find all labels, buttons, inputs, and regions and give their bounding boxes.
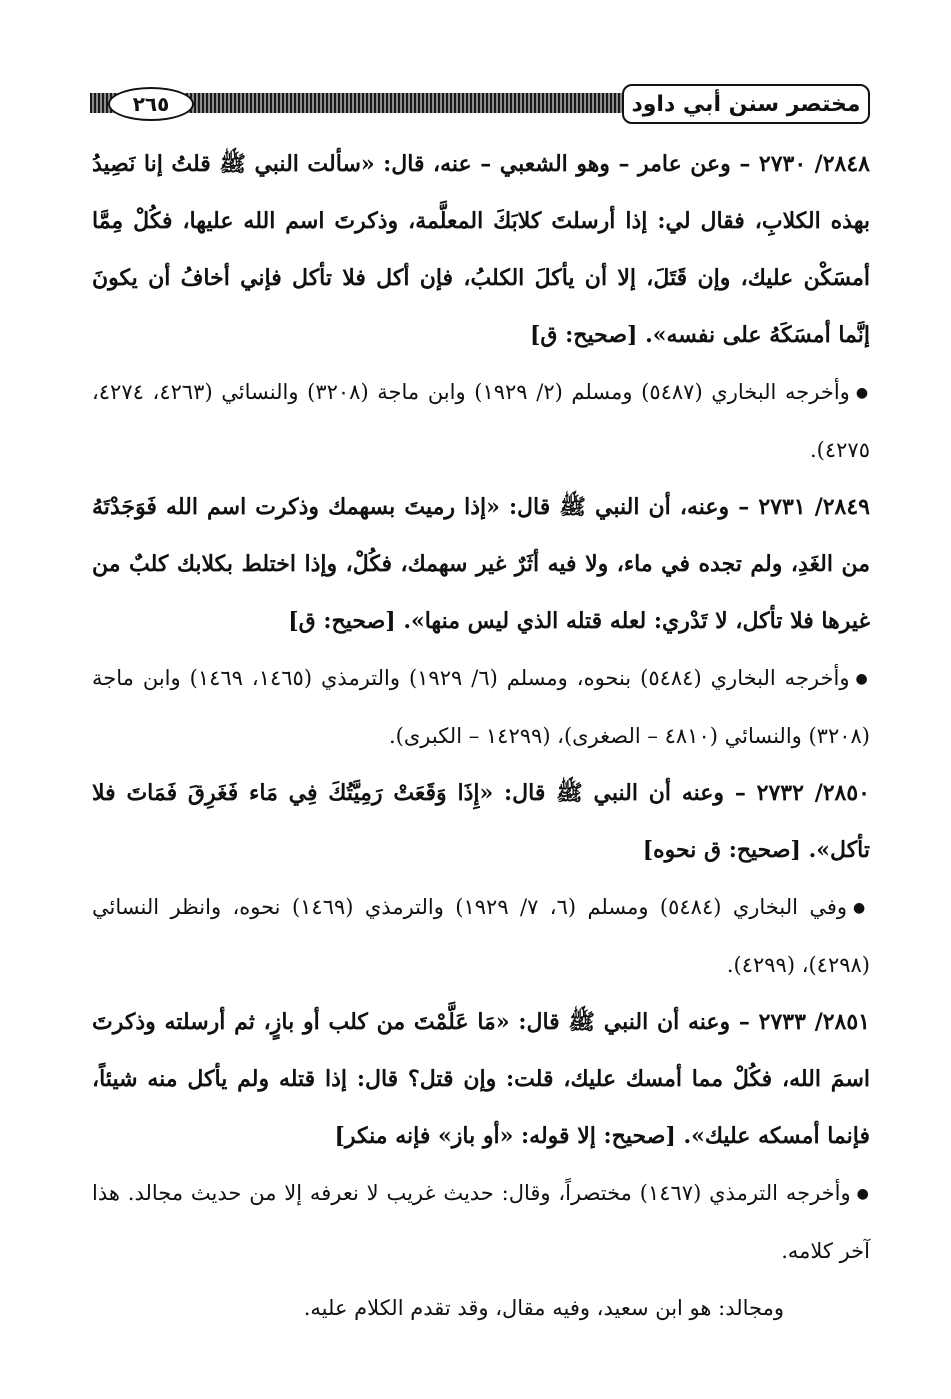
book-title-box (622, 84, 870, 124)
page-body (92, 136, 870, 1337)
page-number-box (108, 87, 194, 121)
hadith-text: ٢٨٥١/ ٢٧٣٣ – وعنه أن النبي ﷺ قال: «مَا عَلَّمْتَ من كلب أو بازٍ، ثم أرسلته وذكرتَ اسمَ الله، فكُلْ مما أمسك عليك، قلت: وإن قتل؟ قال: إذا قتله ولم يأكل منه شيئاً، فإنما أمسكه عليك». [صحيح: إلا قوله: «أو باز» فإنه منكر] (92, 1009, 870, 1149)
takhrij-2849 (92, 650, 870, 765)
hadith-2851 (92, 994, 870, 1165)
bullet-icon: ● (856, 1186, 871, 1202)
bullet-icon: ● (853, 900, 870, 916)
takhrij-text: وأخرجه الترمذي (١٤٦٧) مختصراً، وقال: حديث غريب لا نعرفه إلا من حديث مجالد. هذا آخر كلامه. (92, 1181, 870, 1263)
takhrij-2851 (92, 1165, 870, 1280)
takhrij-text: وفي البخاري (٥٤٨٤) ومسلم (٦، ٧/ ١٩٢٩) والترمذي (١٤٦٩) نحوه، وانظر النسائي (٤٢٩٨)، (٤٢٩٩). (92, 895, 870, 977)
book-title: مختصر سنن أبي داود (631, 91, 861, 117)
takhrij-2848 (92, 364, 870, 479)
hadith-2849 (92, 479, 870, 650)
hadith-text: ٢٨٤٩/ ٢٧٣١ – وعنه، أن النبي ﷺ قال: «إذا رميتَ بسهمك وذكرت اسم الله فَوَجَدْتَهُ من الغَدِ، ولم تجده في ماء، ولا فيه أثَرٌ غير سهمك، فكُلْ، وإذا اختلط بكلابك كلبٌ من غيرها فلا تأكل، لا تَدْري: لعله قتله الذي ليس منها». [صحيح: ق] (92, 494, 870, 634)
hadith-2850 (92, 765, 870, 879)
hadith-text: ٢٨٥٠/ ٢٧٣٢ – وعنه أن النبي ﷺ قال: «إِذَا وَقَعَتْ رَمِيَّتُكَ فِي مَاء فَغَرِقَ فَمَاتَ فلا تأكل». [صحيح: ق نحوه] (92, 780, 870, 863)
takhrij-2850 (92, 879, 870, 994)
bullet-icon: ● (855, 385, 871, 401)
hadith-2848 (92, 136, 870, 364)
running-header (90, 84, 870, 128)
takhrij-text: وأخرجه البخاري (٥٤٨٧) ومسلم (٢/ ١٩٢٩) وابن ماجة (٣٢٠٨) والنسائي (٤٢٦٣، ٤٢٧٤، ٤٢٧٥). (92, 380, 870, 462)
commentary-note (92, 1280, 870, 1337)
note-text: ومجالد: هو ابن سعيد، وفيه مقال، وقد تقدم الكلام عليه. (303, 1296, 784, 1320)
hadith-text: ٢٨٤٨/ ٢٧٣٠ – وعن عامر – وهو الشعبي – عنه، قال: «سألت النبي ﷺ قلتُ إنا نَصِيدُ بهذه الكلابِ، فقال لي: إذا أرسلتَ كلابَكَ المعلَّمة، وذكرتَ اسم الله عليها، فكُلْ مِمَّا أمسَكْن عليك، وإن قَتَلَ، إلا أن يأكلَ الكلبُ، فإن أكل فلا تأكل فإني أخافُ أن يكونَ إنَّما أمسَكَهُ على نفسه». [صحيح: ق] (92, 151, 870, 348)
page-number: ٢٦٥ (132, 92, 170, 116)
takhrij-text: وأخرجه البخاري (٥٤٨٤) بنحوه، ومسلم (٦/ ١٩٢٩) والترمذي (١٤٦٥، ١٤٦٩) وابن ماجة (٣٢٠٨) والنسائي (٤٨١٠ – الصغرى)، (١٤٢٩٩ – الكبرى). (92, 666, 870, 748)
bullet-icon: ● (855, 671, 870, 687)
